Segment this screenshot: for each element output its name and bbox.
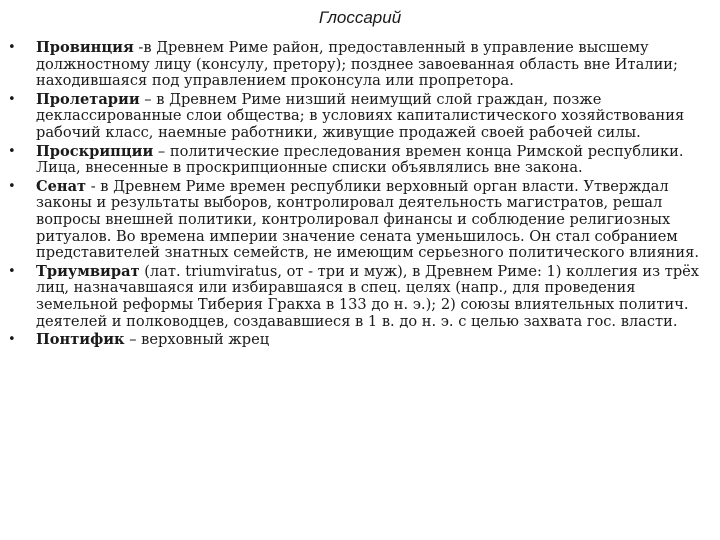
entry-term: Проскрипции bbox=[36, 142, 154, 160]
glossary-entry-pontifex bbox=[8, 332, 714, 349]
entry-definition: -в Древнем Риме район, предоставленный в управление высшему должностному лицу (консулу, претору); позднее завоеванная область вне Италии; находившаяся под управлением проконсула или пропретора. bbox=[36, 39, 678, 90]
glossary-entry-senate bbox=[8, 179, 714, 262]
entry-term: Понтифик bbox=[36, 331, 125, 349]
entry-definition: – политические преследования времен конца Римской республики. Лица, внесенные в проскрипционные списки объявлялись вне закона. bbox=[36, 142, 684, 177]
bullet-icon: • bbox=[8, 332, 16, 348]
glossary-entry-province bbox=[8, 40, 714, 90]
glossary-entry-triumvirate bbox=[8, 264, 714, 330]
entry-term: Пролетарии bbox=[36, 90, 140, 108]
bullet-icon: • bbox=[8, 40, 16, 55]
glossary-entry-proscriptions bbox=[8, 144, 714, 177]
entry-definition: – верховный жрец bbox=[124, 331, 270, 349]
glossary-entry-proletarians bbox=[8, 92, 714, 142]
entry-definition: (лат. triumviratus, от - три и муж), в Древнем Риме: 1) коллегия из трёх лиц, назначавшаяся или избиравшаяся в спец. целях (напр., для проведения земельной реформы Тиберия Гракха в 133 до н. э.); 2) союзы влиятельных политич. деятелей и полководцев, создававшиеся в 1 в. до н. э. с целью захвата гос. власти. bbox=[36, 262, 700, 330]
entry-term: Триумвират bbox=[36, 262, 140, 280]
entry-term: Провинция bbox=[36, 39, 134, 56]
entry-definition: – в Древнем Риме низший неимущий слой граждан, позже деклассированные слои общества; в условиях капиталистического хозяйствования рабочий класс, наемные работники, живущие продажей своей рабочей силы. bbox=[36, 90, 685, 141]
page-title: Глоссарий bbox=[318, 8, 402, 27]
entry-term: Сенат bbox=[36, 177, 87, 195]
glossary-list bbox=[8, 40, 714, 351]
entry-definition: - в Древнем Риме времен республики верховный орган власти. Утверждал законы и результаты выборов, контролировал деятельность магистратов, решал вопросы внешней политики, контролировал финансы и соблюдение религиозных ритуалов. Во времена империи значение сената уменьшилось. Он стал собранием представителей знатных семейств, не имеющим серьезного политического влияния. bbox=[36, 177, 699, 262]
bullet-icon: • bbox=[8, 143, 16, 159]
bullet-icon: • bbox=[8, 263, 16, 279]
bullet-icon: • bbox=[8, 178, 16, 194]
bullet-icon: • bbox=[8, 91, 16, 107]
